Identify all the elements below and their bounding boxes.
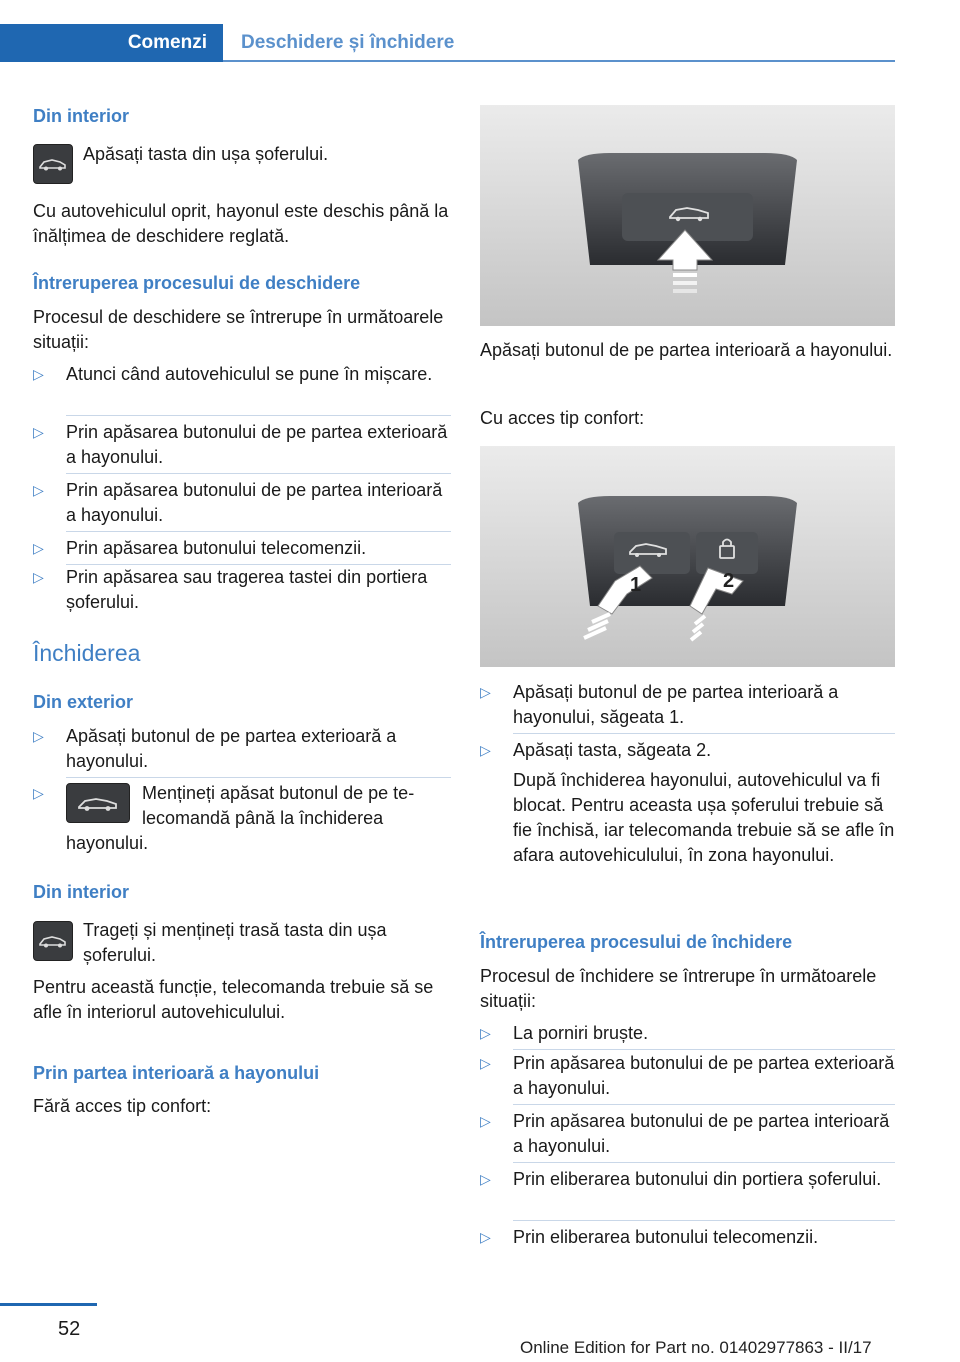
list-item: ▷ Apăsați butonul de pe partea interioară a hayonului, săgeata 1. bbox=[480, 682, 839, 727]
bullet-triangle-icon: ▷ bbox=[480, 1025, 491, 1041]
list-item: ▷ Prin eliberarea butonului din portiera șoferului. bbox=[480, 1167, 895, 1217]
bullet-triangle-icon: ▷ bbox=[480, 742, 491, 758]
divider bbox=[66, 531, 451, 532]
divider bbox=[513, 1162, 895, 1163]
car-tailgate-icon bbox=[33, 921, 73, 961]
list-item: ▷ Prin apăsarea butonului de pe partea interioară a hayonului. bbox=[480, 1111, 890, 1156]
paragraph-procesul-deschidere: Procesul de deschidere se întrerupe în următoarele situații: bbox=[33, 307, 444, 352]
heading-din-exterior: Din exterior bbox=[33, 692, 134, 712]
bullet-triangle-icon: ▷ bbox=[33, 728, 44, 744]
bullet-triangle-icon: ▷ bbox=[480, 1113, 491, 1129]
heading-prin-partea: Prin partea interioară a hayonului bbox=[33, 1063, 320, 1083]
paragraph-fara-acces: Fără acces tip confort: bbox=[33, 1096, 212, 1116]
divider bbox=[513, 1049, 895, 1050]
bullet-triangle-icon: ▷ bbox=[480, 684, 491, 700]
heading-intrerupere-deschidere: Întreruperea procesului de deschidere bbox=[33, 273, 361, 293]
text-trageti: Trageți și mențineți trasă tasta din ușa șoferului. bbox=[83, 920, 387, 965]
list-item: ▷ La porniri bruște. bbox=[480, 1021, 895, 1046]
arrow-label-2: 2 bbox=[723, 570, 735, 592]
list-item: ▷ Apăsați butonul de pe partea exterioară a hayonului. bbox=[33, 726, 397, 771]
arrow-label-1: 1 bbox=[630, 574, 642, 596]
section-title-inchiderea: Închiderea bbox=[33, 640, 141, 666]
list-item: ▷ Prin eliberarea butonului telecomenzii. bbox=[480, 1225, 895, 1250]
bullet-triangle-icon: ▷ bbox=[33, 424, 44, 440]
remote-tailgate-icon bbox=[66, 783, 130, 823]
bullet-triangle-icon: ▷ bbox=[33, 540, 44, 556]
paragraph-autovehicul-oprit: Cu autovehiculul oprit, hayonul este deschis până la înălțimea de deschidere reglată. bbox=[33, 201, 449, 246]
list-item: ▷ Atunci când autovehiculul se pune în mișcare. bbox=[33, 362, 451, 412]
caption-photo-1: Apăsați butonul de pe partea interioară a hayonului. bbox=[480, 340, 893, 360]
list-item: ▷ Apăsați tasta, săgeata 2. bbox=[480, 738, 895, 763]
bullet-triangle-icon: ▷ bbox=[33, 785, 44, 801]
edition-note: Online Edition for Part no. 01402977863 - II/17 bbox=[520, 1338, 872, 1357]
car-tailgate-icon bbox=[33, 144, 73, 184]
list-item: ▷ Prin apăsarea butonului telecomenzii. bbox=[33, 536, 451, 561]
footer-rule bbox=[0, 1303, 97, 1306]
paragraph-cu-acces: Cu acces tip confort: bbox=[480, 408, 645, 428]
list-item: ▷ Mențineți apăsat butonul de pe telecomandă până la închiderea hayonului. bbox=[33, 783, 415, 853]
list-item: ▷ Prin apăsarea sau tragerea tastei din portiera șoferului. bbox=[33, 567, 428, 612]
divider bbox=[513, 1220, 895, 1221]
page-number: 52 bbox=[58, 1318, 81, 1340]
divider bbox=[66, 415, 451, 416]
list-item: ▷ Prin apăsarea butonului de pe partea exterioară a hayonului. bbox=[33, 422, 448, 467]
photo-tailgate-button bbox=[480, 105, 895, 326]
header-rule bbox=[223, 60, 895, 62]
divider bbox=[66, 473, 451, 474]
paragraph-pentru-aceasta: Pentru această funcție, telecomanda trebuie să se afle în interiorul autovehiculului. bbox=[33, 977, 434, 1022]
divider bbox=[66, 777, 451, 778]
paragraph-dupa-inchiderea: După închiderea hayonului, autovehiculul va fi blocat. Pentru aceasta ușa șoferului trebuie să fie închisă, iar telecomanda trebuie să se afle în afara autovehiculului, în zona hayonului. bbox=[513, 770, 895, 865]
bullet-triangle-icon: ▷ bbox=[33, 366, 44, 382]
divider bbox=[513, 733, 895, 734]
chapter-tab: Comenzi bbox=[0, 24, 223, 62]
heading-intrerupere-inchidere: Întreruperea procesului de închidere bbox=[480, 932, 793, 952]
list-item: ▷ Prin apăsarea butonului de pe partea exterioară a hayonului. bbox=[480, 1053, 895, 1098]
list-item: ▷ Prin apăsarea butonului de pe partea interioară a hayonului. bbox=[33, 480, 443, 525]
page-header bbox=[0, 24, 895, 62]
bullet-triangle-icon: ▷ bbox=[33, 569, 44, 585]
heading-din-interior: Din interior bbox=[33, 106, 130, 126]
photo-tailgate-buttons-comfort bbox=[480, 446, 895, 667]
bullet-triangle-icon: ▷ bbox=[480, 1171, 491, 1187]
divider bbox=[513, 1104, 895, 1105]
section-tab: Deschidere și închidere bbox=[241, 32, 455, 53]
bullet-triangle-icon: ▷ bbox=[480, 1229, 491, 1245]
paragraph-procesul-inchidere: Procesul de închidere se întrerupe în următoarele situații: bbox=[480, 966, 877, 1011]
bullet-triangle-icon: ▷ bbox=[33, 482, 44, 498]
heading-din-interior-2: Din interior bbox=[33, 882, 130, 902]
bullet-triangle-icon: ▷ bbox=[480, 1055, 491, 1071]
text-apasati-tasta: Apăsați tasta din ușa șoferului. bbox=[83, 144, 329, 164]
